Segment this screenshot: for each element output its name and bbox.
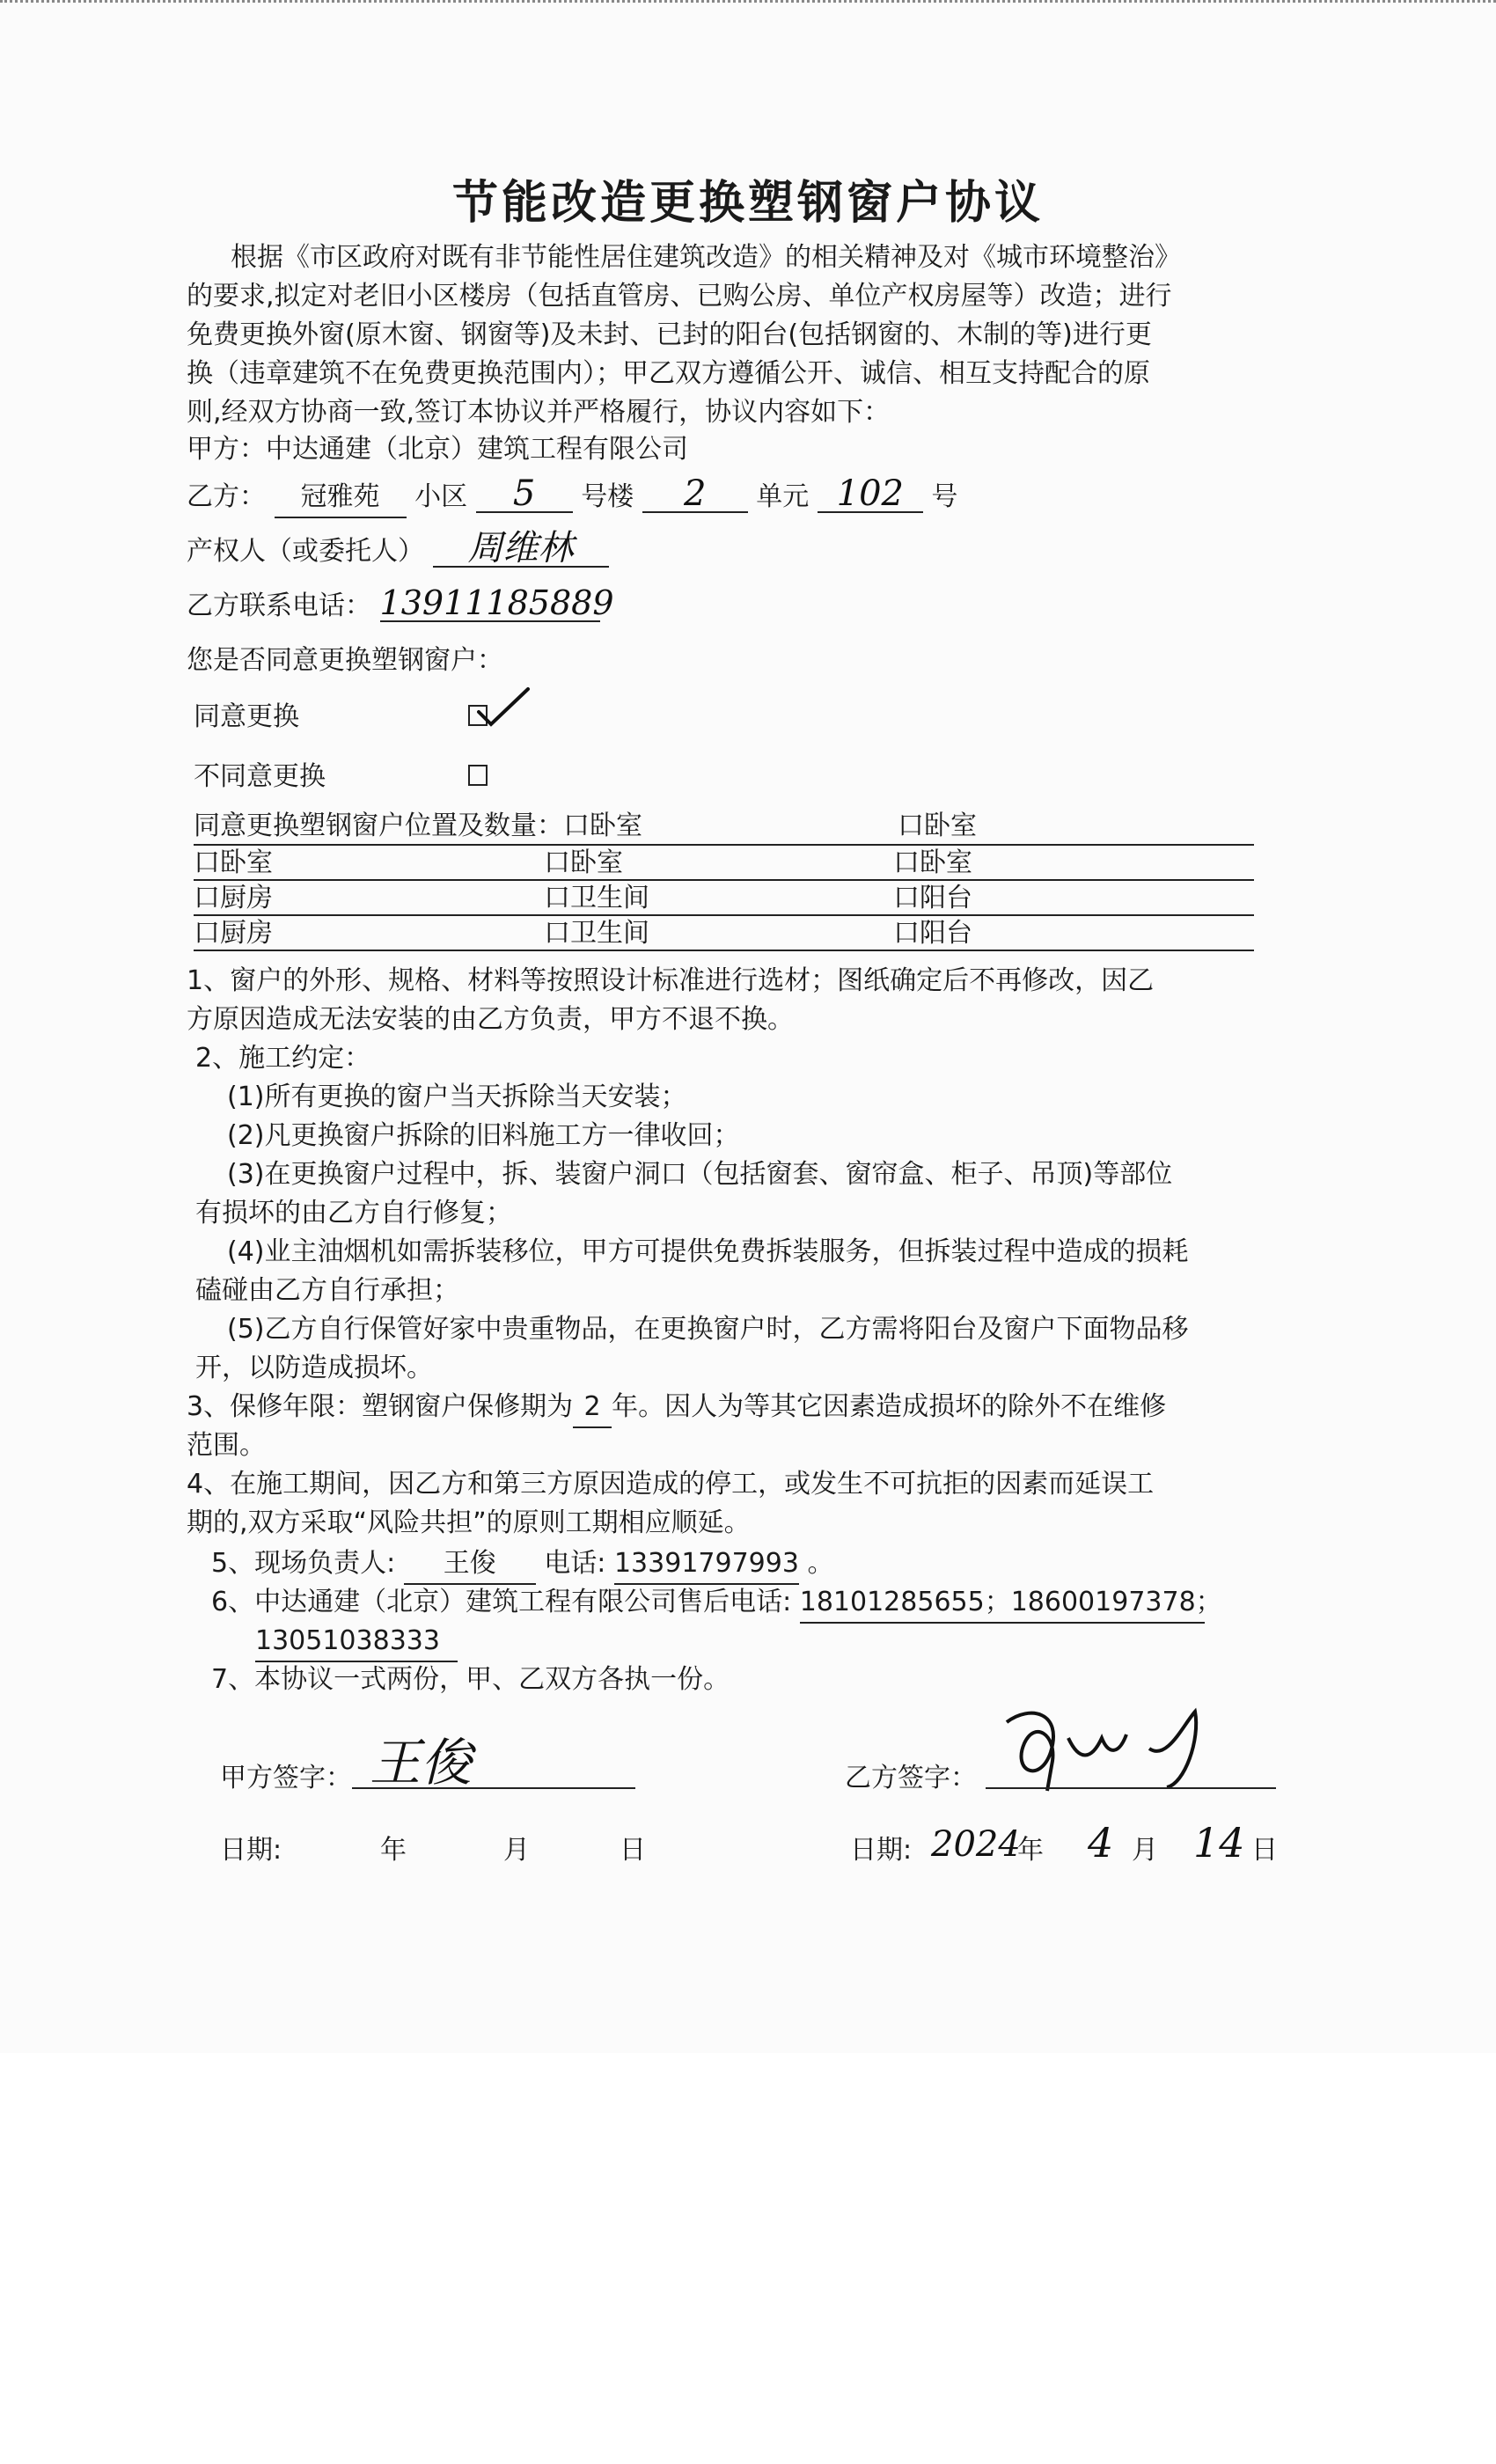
intro-line-1: 根据《市区政府对既有非节能性居住建筑改造》的相关精神及对《城市环境整治》 — [231, 242, 1181, 273]
clause-2-1: (1)所有更换的窗户当天拆除当天安装； — [227, 1082, 687, 1112]
clause-6-line-2 — [255, 1622, 458, 1662]
owner-signature: 周维林 — [433, 531, 609, 568]
consent-question: 您是否同意更换塑钢窗户： — [187, 645, 503, 676]
party-b-sign-label: 乙方签字： — [845, 1763, 977, 1793]
unit-suffix: 单元 — [756, 481, 810, 512]
after-sales-phones: 18101285655；18600197378； — [800, 1583, 1205, 1624]
disagree-label: 不同意更换 — [194, 761, 326, 792]
party-b-month-label: 月 — [1132, 1835, 1158, 1866]
party-b-day: 14 — [1193, 1819, 1245, 1866]
clause-2-4-line-2: 磕碰由乙方自行承担； — [195, 1275, 459, 1306]
room-r4-c1: 口厨房 — [194, 918, 273, 949]
phone-label: 乙方联系电话： — [187, 590, 371, 621]
party-b-day-label: 日 — [1251, 1835, 1278, 1866]
party-b-sign-line — [986, 1787, 1276, 1789]
community-suffix: 小区 — [414, 481, 468, 512]
party-a-year-label: 年 — [380, 1835, 407, 1866]
room-r4-c3: 口阳台 — [893, 918, 972, 949]
room-r4-c2: 口卫生间 — [544, 918, 649, 949]
clause-2-4-line-1: (4)业主油烟机如需拆装移位，甲方可提供免费拆装服务，但拆装过程中造成的损耗 — [227, 1236, 1189, 1267]
room-suffix: 号 — [931, 481, 958, 512]
owner-row — [187, 528, 609, 571]
party-a-sign-line — [352, 1787, 635, 1789]
building-field: 5 — [476, 476, 573, 513]
site-manager-phone: 13391797993 — [614, 1544, 799, 1585]
site-manager-name: 王俊 — [404, 1544, 536, 1585]
after-sales-phone-3: 13051038333 — [255, 1622, 458, 1662]
party-b-label: 乙方： — [187, 481, 266, 512]
party-a-label: 甲方： — [187, 434, 266, 465]
document-title: 节能改造更换塑钢窗户协议 — [451, 177, 1044, 230]
room-r3-c1: 口厨房 — [194, 883, 273, 913]
intro-line-4: 换（违章建筑不在免费更换范围内）；甲乙双方遵循公开、诚信、相互支持配合的原 — [187, 358, 1150, 389]
intro-line-5: 则,经双方协商一致,签订本协议并严格履行，协议内容如下： — [187, 397, 891, 428]
rooms-header: 同意更换塑钢窗户位置及数量：口卧室 — [194, 810, 642, 841]
party-b-month: 4 — [1088, 1819, 1114, 1866]
phone-value: 13911185889 — [379, 583, 614, 622]
clause-2-5-line-2: 开，以防造成损坏。 — [195, 1353, 433, 1383]
party-b-signature-image — [994, 1699, 1241, 1800]
party-a-day-label: 日 — [620, 1835, 646, 1866]
clause-2-5-line-1: (5)乙方自行保管好家中贵重物品，在更换窗户时，乙方需将阳台及窗户下面物品移 — [227, 1314, 1189, 1345]
party-b-row — [187, 473, 958, 518]
agree-checkbox — [468, 705, 491, 728]
unit-field: 2 — [642, 476, 748, 513]
room-r2-c2: 口卧室 — [544, 847, 623, 878]
party-a-name: 中达通建（北京）建筑工程有限公司 — [266, 434, 688, 465]
room-rule-2 — [194, 879, 1254, 881]
party-a-row — [187, 430, 688, 469]
room-r2-c1: 口卧室 — [194, 847, 273, 878]
clause-2-3-line-1: (3)在更换窗户过程中，拆、装窗户洞口（包括窗套、窗帘盒、柜子、吊顶)等部位 — [227, 1159, 1173, 1190]
owner-label: 产权人（或委托人） — [187, 536, 424, 567]
party-b-year-label: 年 — [1017, 1835, 1044, 1866]
room-rule-4 — [194, 950, 1254, 951]
warranty-years: 2 — [573, 1388, 612, 1428]
clause-6-line-1: 6、中达通建（北京）建筑工程有限公司售后电话: 18101285655；18600197378； — [211, 1583, 1205, 1624]
party-a-date-label: 日期: — [220, 1835, 282, 1866]
intro-line-3: 免费更换外窗(原木窗、钢窗等)及未封、已封的阳台(包括钢窗的、木制的等)进行更 — [187, 319, 1152, 350]
party-b-year: 2024 — [931, 1824, 1021, 1865]
clause-5: 5、现场负责人: 王俊 电话: 13391797993 。 — [211, 1544, 834, 1585]
check-mark-icon — [477, 686, 530, 728]
building-suffix: 号楼 — [581, 481, 634, 512]
community-field: 冠雅苑 — [275, 478, 407, 518]
phone-row — [187, 583, 614, 626]
clause-2-title: 2、施工约定： — [195, 1043, 371, 1074]
clause-1-line-2: 方原因造成无法安装的由乙方负责，甲方不退不换。 — [187, 1004, 794, 1035]
clause-2-2: (2)凡更换窗户拆除的旧料施工方一律收回； — [227, 1120, 740, 1151]
clause-4-line-2: 期的,双方采取“风险共担”的原则工期相应顺延。 — [187, 1507, 751, 1538]
room-r1-c1: 口卧室 — [563, 810, 642, 841]
clause-4-line-1: 4、在施工期间，因乙方和第三方原因造成的停工，或发生不可抗拒的因素而延误工 — [187, 1469, 1155, 1500]
disagree-checkbox — [468, 765, 491, 788]
room-r1-c2: 口卧室 — [898, 810, 977, 841]
room-r3-c2: 口卫生间 — [544, 883, 649, 913]
room-rule-1 — [194, 844, 1254, 846]
party-b-date-label: 日期: — [850, 1835, 913, 1866]
party-a-month-label: 月 — [503, 1835, 530, 1866]
clause-3-line-1: 3、保修年限：塑钢窗户保修期为 2 年。因人为等其它因素造成损坏的除外不在维修 — [187, 1388, 1166, 1428]
room-rule-3 — [194, 914, 1254, 916]
clause-2-3-line-2: 有损坏的由乙方自行修复； — [195, 1198, 512, 1228]
room-r3-c3: 口阳台 — [893, 883, 972, 913]
room-r2-c3: 口卧室 — [893, 847, 972, 878]
party-a-signature: 王俊 — [370, 1733, 473, 1793]
clause-1-line-1: 1、窗户的外形、规格、材料等按照设计标准进行选材；图纸确定后不再修改，因乙 — [187, 965, 1155, 996]
room-field: 102 — [818, 476, 923, 513]
party-a-sign-label: 甲方签字： — [220, 1763, 352, 1793]
clause-7: 7、本协议一式两份，甲、乙双方各执一份。 — [211, 1664, 730, 1695]
intro-line-2: 的要求,拟定对老旧小区楼房（包括直管房、已购公房、单位产权房屋等）改造；进行 — [187, 281, 1172, 312]
agree-label: 同意更换 — [194, 701, 299, 732]
clause-3-line-2: 范围。 — [187, 1430, 266, 1461]
